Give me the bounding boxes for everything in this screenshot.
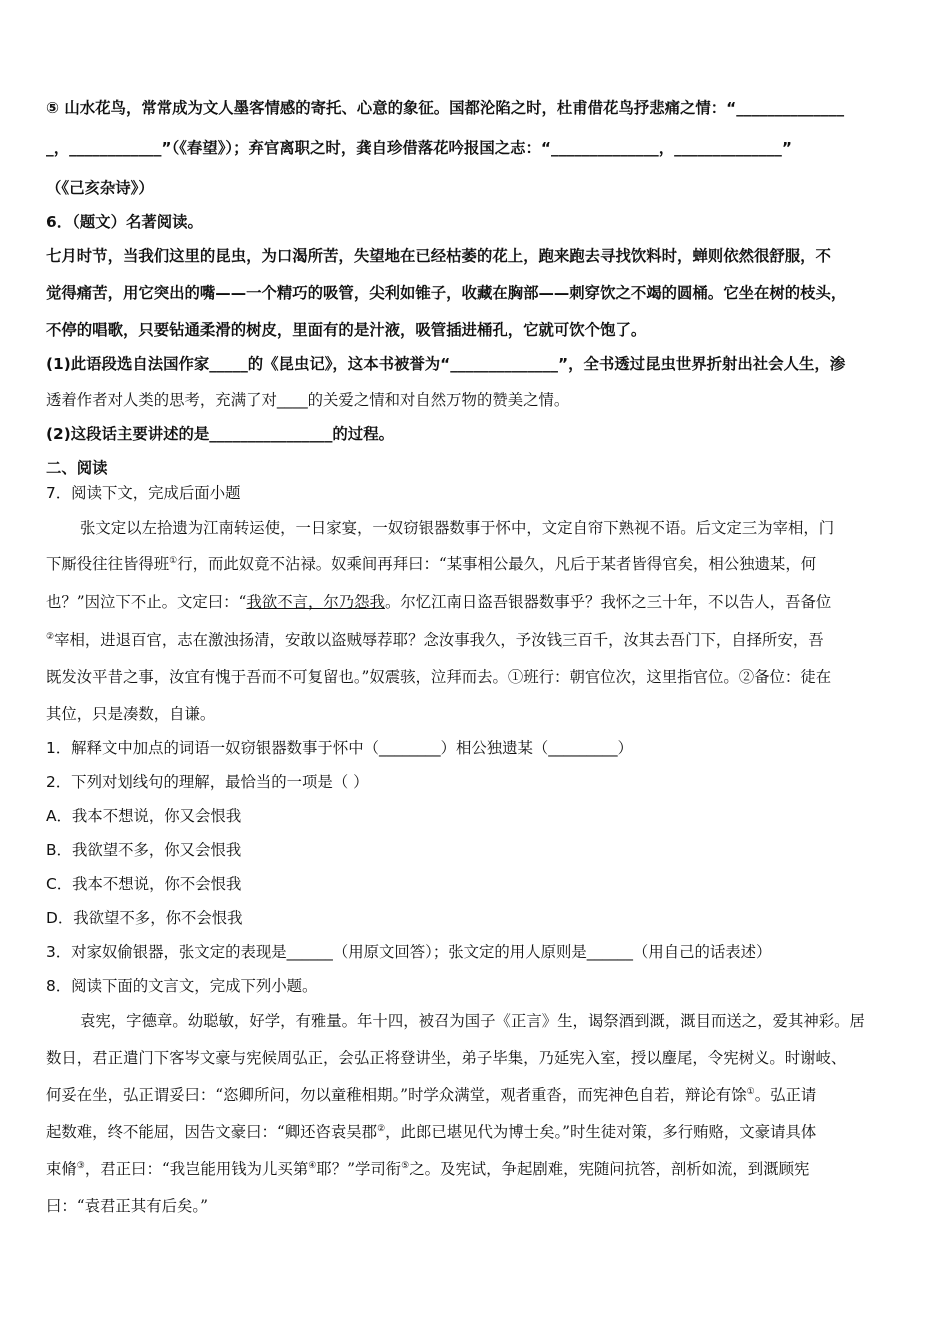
- q8-passage-line6: 曰：“袁君正其有后矣。”: [46, 1197, 208, 1215]
- q7-sub1: 1．解释文中加点的词语一奴窃银器数事于怀中（________）相公独遗某（_________）: [46, 739, 633, 757]
- q7-option-a: A．我本不想说，你又会恨我: [46, 807, 242, 825]
- q6-passage-line3: 不停的唱歌，只要钻通柔滑的树皮，里面有的是汁液，吸管插进桶孔，它就可饮个饱了。: [46, 321, 647, 339]
- q5-line1: ⑤ 山水花鸟，常常成为文人墨客情感的寄托、心意的象征。国都沦陷之时，杜甫借花鸟抒悲痛之情：“______________: [46, 99, 845, 117]
- q8-passage-line4: 起数难，终不能屈，因告文豪曰：“卿还咨袁吴郡②，此郎已堪见代为博士矣。”时生徒对策，多行贿赂，文豪请具体: [46, 1123, 817, 1141]
- q8-passage-line2: 数日，君正遣门下客岑文豪与宪候周弘正，会弘正将登讲坐，弟子毕集，乃延宪入室，授以麈尾，令宪树义。时谢岐、: [46, 1049, 847, 1067]
- section-title: 二、阅读: [46, 459, 108, 477]
- q6-title: 6．（题文）名著阅读。: [46, 213, 203, 231]
- q5-line2: _，____________”（《春望》）；弃官离职之时，龚自珍借落花吟报国之志：“______________，______________”: [46, 139, 792, 157]
- q6-passage-line2: 觉得痛苦，用它突出的嘴——一个精巧的吸管，尖利如锥子，收藏在胸部——刺穿饮之不竭的圆桶。它坐在树的枝头，: [46, 284, 847, 302]
- q6-passage-line1: 七月时节，当我们这里的昆虫，为口渴所苦，失望地在已经枯萎的花上，跑来跑去寻找饮料时，蝉则依然很舒服，不: [46, 247, 831, 265]
- q6-sub1-line1: (1)此语段选自法国作家_____的《昆虫记》，这本书被誉为“______________”，全书透过昆虫世界折射出社会人生，渗: [46, 355, 846, 373]
- q7-title: 7．阅读下文，完成后面小题: [46, 484, 241, 502]
- q5-line3: （《己亥杂诗》）: [46, 179, 154, 197]
- q7-passage-line4: ②宰相，进退百官，志在激浊扬清，安敢以盗贼辱荐耶？念汝事我久，予汝钱三百千，汝其去吾门下，自择所安，吾: [46, 631, 824, 649]
- q7-option-d: D．我欲望不多，你不会恨我: [46, 909, 243, 927]
- q8-passage-line1: 袁宪，字德章。幼聪敏，好学，有雅量。年十四，被召为国子《正言》生，谒祭酒到溉，溉目而送之，爱其神彩。居: [80, 1012, 865, 1030]
- q8-passage-line5: 束脩③，君正曰：“我岂能用钱为儿买第④耶？”学司衔⑤之。及宪试，争起剧难，宪随问抗答，剖析如流，到溉顾宪: [46, 1160, 810, 1178]
- q7-passage-line3: 也？”因泣下不止。文定曰：“我欲不言，尔乃怨我。尔忆江南日盗吾银器数事乎？我怀之三十年，不以告人，吾备位: [46, 593, 832, 611]
- q7-option-c: C．我本不想说，你不会恨我: [46, 875, 242, 893]
- q6-sub1-line2: 透着作者对人类的思考，充满了对____的关爱之情和对自然万物的赞美之情。: [46, 391, 570, 409]
- q7-passage-line5: 既发汝平昔之事，汝宜有愧于吾而不可复留也。”奴震骇，泣拜而去。①班行：朝官位次，这里指官位。②备位：徒在: [46, 668, 832, 686]
- q8-title: 8．阅读下面的文言文，完成下列小题。: [46, 977, 318, 995]
- q7-passage-line1: 张文定以左拾遗为江南转运使，一日家宴，一奴窃银器数事于怀中，文定自帘下熟视不语。后文定三为宰相，门: [80, 519, 835, 537]
- q6-sub2: (2)这段话主要讲述的是________________的过程。: [46, 425, 394, 443]
- q7-sub3: 3．对家奴偷银器，张文定的表现是______（用原文回答）；张文定的用人原则是______（用自己的话表述）: [46, 943, 772, 961]
- q7-passage-line2: 下厮役往往皆得班①行，而此奴竟不沾禄。奴乘间再拜曰：“某事相公最久，凡后于某者皆得官矣，相公独遗某，何: [46, 555, 817, 573]
- q7-passage-line6: 其位，只是凑数，自谦。: [46, 705, 216, 723]
- q7-sub2: 2．下列对划线句的理解，最恰当的一项是（ ）: [46, 773, 369, 791]
- q8-passage-line3: 何妥在坐，弘正谓妥曰：“恣卿所问，勿以童稚相期。”时学众满堂，观者重沓，而宪神色自若，辩论有馀①。弘正请: [46, 1086, 817, 1104]
- underlined-sentence: 我欲不言，尔乃怨我: [246, 593, 385, 611]
- q7-option-b: B．我欲望不多，你又会恨我: [46, 841, 242, 859]
